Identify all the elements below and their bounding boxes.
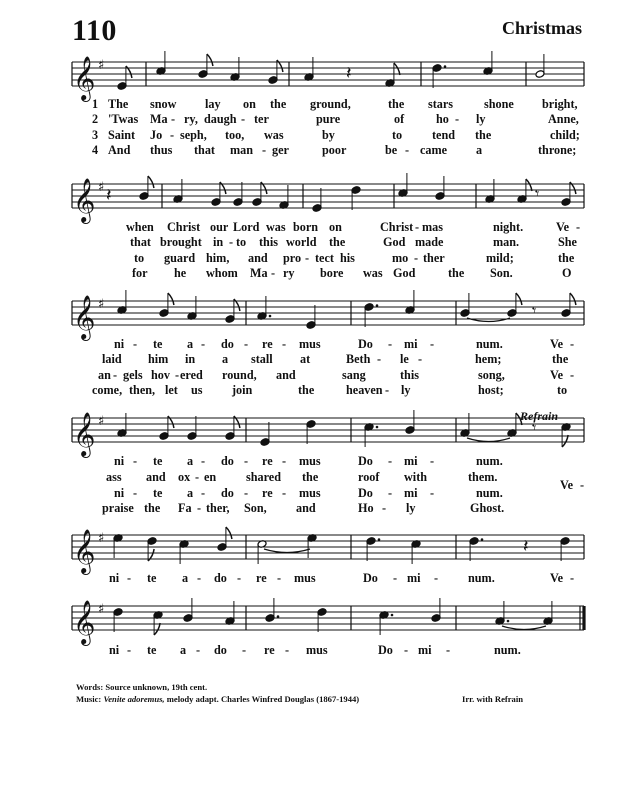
lyric-syllable: Ve <box>550 337 564 351</box>
lyric-syllable: - <box>197 571 202 585</box>
lyric-syllable: this <box>259 235 278 249</box>
lyric-syllable: - <box>414 251 419 265</box>
lyric-syllable: - <box>241 112 246 126</box>
lyric-syllable: mi <box>418 643 432 657</box>
lyric-syllable: ly <box>476 112 486 126</box>
lyric-syllable: ass <box>106 470 122 484</box>
lyric-syllable: that <box>130 235 151 249</box>
lyric-syllable: - <box>393 571 398 585</box>
lyric-syllable: ni <box>114 454 125 468</box>
lyric-syllable: mus <box>299 454 321 468</box>
lyric-syllable: ni <box>114 486 125 500</box>
lyric-syllable: to <box>236 235 247 249</box>
note-dot <box>376 426 379 429</box>
refrain-label: Refrain <box>520 409 559 423</box>
lyric-syllable: us <box>191 383 203 397</box>
lyric-syllable: do <box>214 643 227 657</box>
lyric-syllable: man. <box>493 235 520 249</box>
lyric-syllable: - <box>282 337 287 351</box>
eighth-rest-icon: 𝄾 <box>532 418 537 437</box>
note-flag <box>148 176 154 188</box>
lyric-syllable: laid <box>102 352 122 366</box>
treble-clef-icon: 𝄞 <box>73 600 96 644</box>
treble-clef-icon: 𝄞 <box>73 178 96 222</box>
lyric-syllable: - <box>195 470 200 484</box>
lyric-syllable: bore <box>320 266 344 280</box>
lyric-syllable: ry, <box>184 112 198 126</box>
lyric-syllable: world <box>286 235 317 249</box>
lyric-syllable: pro <box>283 251 302 265</box>
lyric-syllable: - <box>282 486 287 500</box>
lyric-syllable: too, <box>225 128 245 142</box>
lyric-syllable: Son. <box>490 266 513 280</box>
tie <box>502 626 546 630</box>
lyric-syllable: was <box>264 128 284 142</box>
lyric-syllable: the <box>302 470 319 484</box>
lyric-syllable: the <box>388 97 405 111</box>
lyric-syllable: at <box>300 352 311 366</box>
lyric-syllable: with <box>404 470 428 484</box>
lyric-syllable: and <box>276 368 296 382</box>
note-flag <box>168 293 174 305</box>
verse-number: 2 <box>92 112 99 126</box>
lyric-syllable: - <box>570 368 575 382</box>
note-flag <box>526 179 532 191</box>
lyric-syllable: join <box>232 383 253 397</box>
lyric-syllable: - <box>133 337 138 351</box>
lyric-syllable: te <box>147 643 157 657</box>
lyric-syllable: re <box>262 454 273 468</box>
lyric-syllable: and <box>146 470 166 484</box>
verse-number: 3 <box>92 128 99 142</box>
lyric-syllable: - <box>229 235 234 249</box>
music-source: melody adapt. Charles Winfred Douglas (1867-1944) <box>166 694 360 704</box>
lyric-syllable: - <box>171 112 176 126</box>
lyric-syllable: - <box>244 486 249 500</box>
lyric-syllable: Ma <box>150 112 168 126</box>
lyric-syllable: the <box>448 266 465 280</box>
lyric-syllable: thus <box>150 143 173 157</box>
lyric-syllable: - <box>237 571 242 585</box>
lyric-syllable: Jo <box>150 128 163 142</box>
lyric-syllable: num. <box>494 643 521 657</box>
lyric-syllable: ni <box>109 643 120 657</box>
lyric-syllable: mus <box>299 486 321 500</box>
lyric-syllable: round, <box>222 368 257 382</box>
note-dot <box>391 614 394 617</box>
lyric-syllable: Beth <box>346 352 371 366</box>
lyric-syllable: then, <box>129 383 156 397</box>
lyric-syllable: them. <box>468 470 498 484</box>
lyric-syllable: to <box>392 128 403 142</box>
lyric-syllable: Son, <box>244 501 267 515</box>
lyric-syllable: te <box>153 454 163 468</box>
note-dot <box>444 65 447 68</box>
quarter-rest-icon: 𝄽 <box>523 536 529 557</box>
lyric-syllable: born <box>293 220 319 234</box>
lyric-syllable: - <box>175 368 180 382</box>
lyric-syllable: Ve <box>556 220 570 234</box>
lyric-syllable: - <box>127 643 132 657</box>
lyric-syllable: mi <box>407 571 421 585</box>
lyric-syllable: pure <box>316 112 341 126</box>
lyric-syllable: our <box>210 220 229 234</box>
note-dot <box>378 538 381 541</box>
lyric-syllable: Ghost. <box>470 501 505 515</box>
lyric-syllable: a <box>180 643 187 657</box>
lyric-syllable: mild; <box>486 251 514 265</box>
lyric-syllable: - <box>382 501 387 515</box>
lyric-syllable: ni <box>114 337 125 351</box>
key-signature-sharp-icon: ♯ <box>98 531 105 546</box>
lyric-syllable: seph, <box>180 128 207 142</box>
lyric-syllable: a <box>187 337 194 351</box>
words-source: Source unknown, 19th cent. <box>105 682 208 692</box>
lyric-syllable: Christ <box>167 220 201 234</box>
lyric-syllable: ther, <box>206 501 230 515</box>
lyric-syllable: hem; <box>475 352 502 366</box>
lyric-syllable: - <box>446 643 451 657</box>
lyric-syllable: ox <box>178 470 191 484</box>
lyric-syllable: ger <box>272 143 289 157</box>
lyric-syllable: Do <box>358 454 373 468</box>
lyric-syllable: shone <box>484 97 514 111</box>
lyric-syllable: - <box>170 128 175 142</box>
treble-clef-icon: 𝄞 <box>73 529 96 573</box>
lyric-syllable: - <box>430 486 435 500</box>
note-flag <box>154 623 160 635</box>
lyric-syllable: - <box>127 571 132 585</box>
lyric-syllable: when <box>126 220 154 234</box>
quarter-rest-icon: 𝄽 <box>106 185 112 206</box>
lyric-syllable: - <box>570 337 575 351</box>
lyric-syllable: - <box>576 220 581 234</box>
lyric-syllable: ni <box>109 571 120 585</box>
lyric-syllable: ered <box>180 368 203 382</box>
lyric-syllable: - <box>305 251 310 265</box>
lyric-syllable: ry <box>283 266 295 280</box>
lyric-syllable: - <box>244 337 249 351</box>
lyric-syllable: - <box>201 337 206 351</box>
lyric-syllable: in <box>213 235 224 249</box>
note-dot <box>269 315 272 318</box>
note-flag <box>207 54 213 66</box>
lyric-syllable: ly <box>401 383 411 397</box>
note-flag <box>570 293 576 305</box>
treble-clef-icon: 𝄞 <box>73 295 96 339</box>
lyric-syllable: stars <box>428 97 454 111</box>
lyric-syllable: - <box>196 643 201 657</box>
lyric-syllable: Do <box>378 643 393 657</box>
lyric-syllable: shared <box>246 470 281 484</box>
lyric-syllable: - <box>242 643 247 657</box>
lyric-syllable: - <box>430 337 435 351</box>
key-signature-sharp-icon: ♯ <box>98 180 105 195</box>
lyric-syllable: - <box>405 143 410 157</box>
lyric-syllable: - <box>197 501 202 515</box>
verse-number: 1 <box>92 97 99 111</box>
lyric-syllable: a <box>182 571 189 585</box>
lyric-syllable: 'Twas <box>108 112 139 126</box>
lyric-syllable: mi <box>404 454 418 468</box>
lyric-syllable: - <box>385 383 390 397</box>
lyric-syllable: Ve <box>550 571 564 585</box>
quarter-rest-icon: 𝄽 <box>346 63 352 84</box>
lyric-syllable: come, <box>92 383 123 397</box>
lyric-syllable: mo <box>392 251 409 265</box>
lyric-syllable: en <box>204 470 217 484</box>
lyric-syllable: man <box>230 143 254 157</box>
treble-clef-icon: 𝄞 <box>73 412 96 456</box>
lyric-syllable: mus <box>294 571 316 585</box>
lyric-syllable: to <box>557 383 568 397</box>
lyric-syllable: - <box>388 454 393 468</box>
eighth-rest-icon: 𝄾 <box>535 184 540 203</box>
lyric-syllable: the <box>552 352 569 366</box>
lyric-syllable: the <box>475 128 492 142</box>
lyric-syllable: brought <box>160 235 202 249</box>
lyric-syllable: Do <box>363 571 378 585</box>
lyric-syllable: - <box>201 454 206 468</box>
lyric-syllable: ter <box>254 112 269 126</box>
lyric-syllable: a <box>222 352 229 366</box>
tie <box>467 438 510 442</box>
lyric-syllable: - <box>388 486 393 500</box>
lyric-syllable: for <box>132 266 148 280</box>
lyric-syllable: let <box>165 383 178 397</box>
lyric-syllable: poor <box>322 143 347 157</box>
lyric-syllable: - <box>404 643 409 657</box>
lyric-syllable: O <box>562 266 572 280</box>
treble-clef-icon: 𝄞 <box>73 56 96 100</box>
lyric-syllable: - <box>377 352 382 366</box>
lyric-syllable: guard <box>164 251 196 265</box>
lyric-syllable: - <box>271 266 276 280</box>
lyric-syllable: ho <box>436 112 449 126</box>
key-signature-sharp-icon: ♯ <box>98 602 105 617</box>
lyric-syllable: child; <box>550 128 580 142</box>
lyric-syllable: throne; <box>538 143 577 157</box>
lyric-syllable: mus <box>299 337 321 351</box>
lyric-syllable: And <box>108 143 131 157</box>
lyric-syllable: God <box>383 235 406 249</box>
lyric-syllable: - <box>282 454 287 468</box>
lyric-syllable: Anne, <box>548 112 579 126</box>
lyric-syllable: by <box>322 128 335 142</box>
lyric-syllable: mi <box>404 337 418 351</box>
lyric-syllable: on <box>329 220 342 234</box>
lyric-syllable: - <box>570 571 575 585</box>
lyric-syllable: - <box>262 143 267 157</box>
lyric-syllable: a <box>187 486 194 500</box>
lyric-syllable: - <box>455 112 460 126</box>
tie <box>264 549 310 553</box>
lyric-syllable: the <box>270 97 287 111</box>
lyric-hyphen-refrain: - <box>580 478 585 492</box>
lyric-syllable: God <box>393 266 416 280</box>
lyric-syllable: She <box>558 235 577 249</box>
lyric-syllable: that <box>194 143 215 157</box>
lyric-syllable: Ma <box>250 266 268 280</box>
lyric-syllable: num. <box>476 486 503 500</box>
note-dot <box>277 615 280 618</box>
lyric-syllable: do <box>221 337 234 351</box>
lyric-syllable: - <box>201 486 206 500</box>
music-label: Music: <box>76 694 102 704</box>
lyric-syllable: do <box>214 571 227 585</box>
lyric-syllable: - <box>285 643 290 657</box>
lyric-syllable: te <box>153 486 163 500</box>
lyric-syllable: hov <box>151 368 170 382</box>
lyric-syllable: stall <box>251 352 273 366</box>
lyric-syllable: - <box>113 368 118 382</box>
lyric-syllable: - <box>277 571 282 585</box>
lyric-syllable: re <box>262 337 273 351</box>
lyric-syllable: was <box>363 266 383 280</box>
lyric-syllable: - <box>133 454 138 468</box>
note-dot <box>481 538 484 541</box>
lyric-syllable: Christ <box>380 220 414 234</box>
verse-number: 4 <box>92 143 99 157</box>
lyric-syllable: ther <box>423 251 445 265</box>
lyric-syllable: re <box>264 643 275 657</box>
lyric-syllable: the <box>144 501 161 515</box>
lyric-syllable: the <box>329 235 346 249</box>
lyric-syllable: - <box>415 220 420 234</box>
note-flag <box>516 293 522 305</box>
lyric-syllable: was <box>266 220 286 234</box>
lyric-syllable: num. <box>476 337 503 351</box>
lyric-syllable: Ve <box>550 368 564 382</box>
lyric-syllable: - <box>418 352 423 366</box>
hymn-number: 110 <box>72 14 117 47</box>
key-signature-sharp-icon: ♯ <box>98 58 105 73</box>
lyric-syllable: ly <box>406 501 416 515</box>
lyric-syllable: sang <box>342 368 366 382</box>
lyric-syllable: and <box>296 501 316 515</box>
note-flag <box>226 527 232 539</box>
lyric-syllable: a <box>476 143 483 157</box>
lyric-syllable: him <box>148 352 169 366</box>
lyric-syllable: num. <box>476 454 503 468</box>
lyric-syllable: roof <box>358 470 380 484</box>
lyric-syllable: - <box>430 454 435 468</box>
lyric-syllable: host; <box>478 383 504 397</box>
lyric-syllable: re <box>256 571 267 585</box>
lyric-syllable: his <box>340 251 355 265</box>
lyric-syllable: do <box>221 454 234 468</box>
lyric-syllable: tect <box>315 251 334 265</box>
lyric-syllable: in <box>185 352 196 366</box>
section-title: Christmas <box>502 18 582 38</box>
lyric-syllable: Do <box>358 337 373 351</box>
lyric-syllable: ground, <box>310 97 351 111</box>
note-dot <box>376 304 379 307</box>
lyric-syllable: gels <box>123 368 143 382</box>
lyric-syllable: mus <box>306 643 328 657</box>
lyric-syllable: Fa <box>178 501 192 515</box>
lyric-syllable: whom <box>206 266 238 280</box>
key-signature-sharp-icon: ♯ <box>98 297 105 312</box>
lyric-syllable: an <box>98 368 111 382</box>
lyric-syllable: praise <box>102 501 134 515</box>
lyric-syllable: on <box>243 97 256 111</box>
lyric-syllable: le <box>400 352 409 366</box>
lyric-syllable: - <box>434 571 439 585</box>
lyric-syllable: daugh <box>204 112 237 126</box>
note-flag <box>562 435 568 447</box>
lyric-syllable: te <box>153 337 163 351</box>
lyric-syllable: - <box>133 486 138 500</box>
lyric-syllable: song, <box>478 368 505 382</box>
lyric-syllable: mi <box>404 486 418 500</box>
lyric-syllable: num. <box>468 571 495 585</box>
lyric-syllable: do <box>221 486 234 500</box>
lyric-syllable: - <box>244 454 249 468</box>
lyric-syllable: came <box>420 143 448 157</box>
lyric-syllable: - <box>388 337 393 351</box>
lyric-syllable: a <box>187 454 194 468</box>
music-tune-name: Venite adoremus, <box>103 694 165 704</box>
lyric-syllable-refrain: Ve <box>560 478 574 492</box>
lyric-syllable: heaven <box>346 383 383 397</box>
music-credit <box>76 694 359 704</box>
words-credit <box>76 682 207 692</box>
lyric-syllable: this <box>400 368 419 382</box>
note-flag <box>394 63 400 75</box>
lyric-syllable: Saint <box>108 128 136 142</box>
lyric-syllable: te <box>147 571 157 585</box>
lyric-syllable: re <box>262 486 273 500</box>
lyric-syllable: snow <box>150 97 177 111</box>
lyric-syllable: him, <box>206 251 230 265</box>
words-label: Words: <box>76 682 104 692</box>
key-signature-sharp-icon: ♯ <box>98 414 105 429</box>
lyric-syllable: lay <box>205 97 221 111</box>
lyric-syllable: made <box>415 235 444 249</box>
lyric-syllable: the <box>298 383 315 397</box>
lyric-syllable: night. <box>493 220 524 234</box>
lyric-syllable: be <box>385 143 398 157</box>
lyric-syllable: he <box>174 266 187 280</box>
lyric-syllable: Ho <box>358 501 374 515</box>
lyric-syllable: and <box>248 251 268 265</box>
meter: Irr. with Refrain <box>462 694 524 704</box>
lyric-syllable: of <box>394 112 405 126</box>
lyric-syllable: to <box>134 251 145 265</box>
lyric-syllable: The <box>108 97 129 111</box>
lyric-syllable: Lord <box>233 220 260 234</box>
lyric-syllable: mas <box>422 220 443 234</box>
eighth-rest-icon: 𝄾 <box>532 301 537 320</box>
note-dot <box>507 620 510 623</box>
lyric-syllable: bright, <box>542 97 578 111</box>
lyric-syllable: Do <box>358 486 373 500</box>
lyric-syllable: the <box>558 251 575 265</box>
lyric-syllable: tend <box>432 128 456 142</box>
